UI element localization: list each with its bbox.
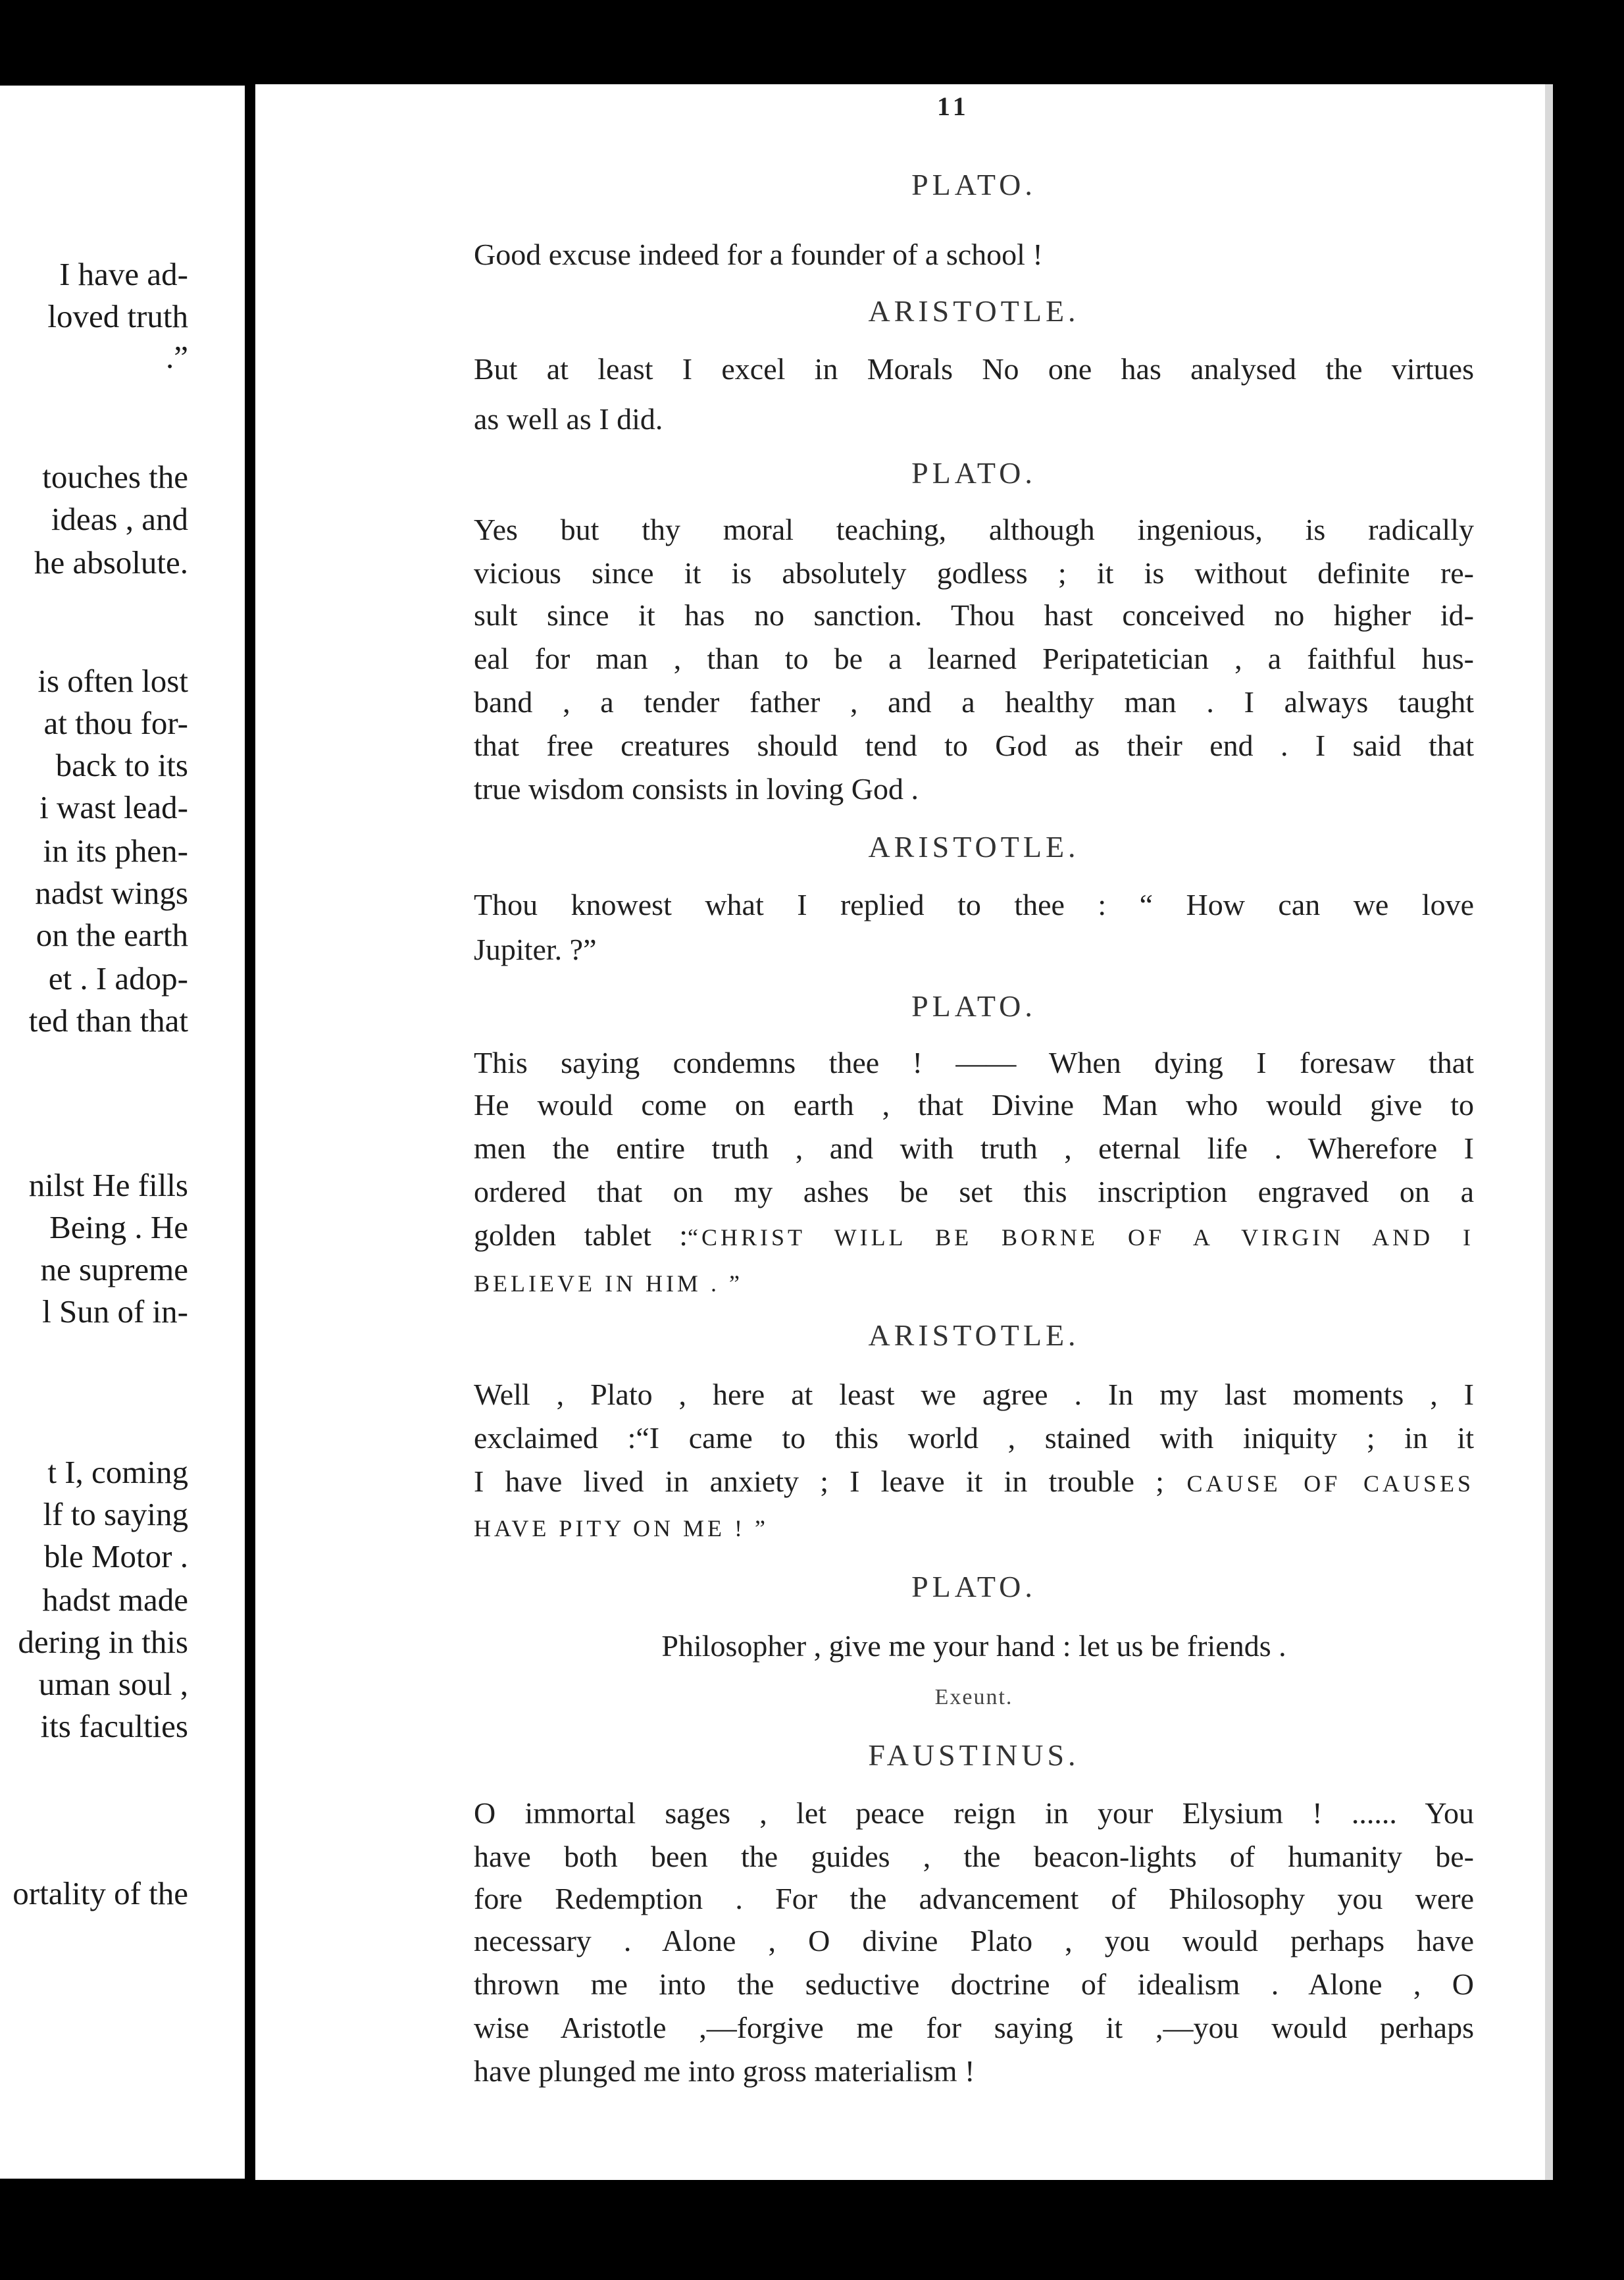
left-page-line: .” xyxy=(166,339,188,375)
stage-direction: Exeunt. xyxy=(934,1685,1013,1709)
text-line: eal for man , than to be a learned Peripatetician , a faithful hus- xyxy=(474,642,1474,675)
left-page-line: nilst He fills xyxy=(28,1167,188,1203)
text-line: HAVE PITY ON ME ! ” xyxy=(474,1515,769,1542)
left-page-line: is often lost xyxy=(38,663,188,699)
left-page-line: dering in this xyxy=(18,1624,188,1660)
text-line: But at least I excel in Morals No one has analysed the virtues xyxy=(474,352,1474,386)
left-page-line: ideas , and xyxy=(51,501,188,537)
left-page-line: at thou for- xyxy=(43,705,188,741)
text-line: Yes but thy moral teaching, although ingenious, is radically xyxy=(474,513,1474,546)
speaker-heading: FAUSTINUS. xyxy=(868,1738,1080,1772)
left-page-line: et . I adop- xyxy=(48,960,188,997)
speaker-heading: PLATO. xyxy=(911,456,1036,490)
text-line: thrown me into the seductive doctrine of idealism . Alone , O xyxy=(474,1967,1474,2001)
page-edge xyxy=(1545,84,1553,2180)
text-line: necessary . Alone , O divine Plato , you would perhaps have xyxy=(474,1924,1474,1957)
left-page-line: touches the xyxy=(42,459,188,495)
page-number: 11 xyxy=(937,91,970,121)
text-line: true wisdom consists in loving God . xyxy=(474,772,919,806)
speaker-heading: PLATO. xyxy=(911,1570,1036,1603)
left-page-line: I have ad- xyxy=(59,256,188,292)
text-line: Jupiter. ?” xyxy=(474,933,597,966)
text-line: Good excuse indeed for a founder of a school ! xyxy=(474,238,1043,271)
text-line: BELIEVE IN HIM . ” xyxy=(474,1270,743,1297)
text-line: fore Redemption . For the advancement of Philosophy you were xyxy=(474,1882,1474,1915)
text-line: golden tablet :“CHRIST WILL BE BORNE OF A VIRGIN AND I xyxy=(474,1218,1474,1252)
left-page-line: in its phen- xyxy=(43,833,188,869)
left-page-line: its faculties xyxy=(40,1708,188,1744)
text-line: exclaimed :“I came to this world , stained with iniquity ; in it xyxy=(474,1421,1474,1455)
book-gutter xyxy=(245,86,255,2179)
text-line: men the entire truth , and with truth , eternal life . Wherefore I xyxy=(474,1131,1474,1165)
left-page-line: on the earth xyxy=(36,917,188,953)
left-page-line: i wast lead- xyxy=(39,789,188,825)
text-line: wise Aristotle ,—forgive me for saying it ,—you would perhaps xyxy=(474,2011,1474,2044)
text-line: vicious since it is absolutely godless ; it is without definite re- xyxy=(474,556,1474,590)
speaker-heading: ARISTOTLE. xyxy=(868,1318,1080,1352)
speaker-heading: PLATO. xyxy=(911,168,1036,201)
left-page-line: back to its xyxy=(55,747,188,783)
text-line: sult since it has no sanction. Thou hast conceived no higher id- xyxy=(474,598,1474,632)
left-page-line: hadst made xyxy=(42,1582,188,1618)
left-page-line: ted than that xyxy=(28,1002,188,1039)
left-page-line: lf to saying xyxy=(43,1496,188,1532)
speaker-heading: ARISTOTLE. xyxy=(868,830,1080,864)
left-page-line: he absolute. xyxy=(34,544,188,581)
left-page-line: uman soul , xyxy=(38,1666,188,1702)
left-page-line: ortality of the xyxy=(13,1875,188,1911)
text-line: Philosopher , give me your hand : let us be friends . xyxy=(661,1629,1286,1663)
text-line: ordered that on my ashes be set this inscription engraved on a xyxy=(474,1175,1474,1208)
text-line: O immortal sages , let peace reign in your Elysium ! ...... You xyxy=(474,1796,1474,1830)
left-page-line: ble Motor . xyxy=(43,1538,188,1574)
left-page-line: nadst wings xyxy=(35,875,188,911)
text-line: have plunged me into gross materialism ! xyxy=(474,2054,975,2088)
text-line: Thou knowest what I replied to thee : “ How can we love xyxy=(474,888,1474,921)
text-line: as well as I did. xyxy=(474,402,663,436)
text-line: band , a tender father , and a healthy man . I always taught xyxy=(474,685,1474,719)
text-line: I have lived in anxiety ; I leave it in trouble ; CAUSE OF CAUSES xyxy=(474,1464,1474,1498)
text-line: have both been the guides , the beacon-lights of humanity be- xyxy=(474,1840,1474,1873)
speaker-heading: ARISTOTLE. xyxy=(868,294,1080,328)
speaker-heading: PLATO. xyxy=(911,989,1036,1023)
left-facing-page xyxy=(0,86,245,2179)
left-page-line: l Sun of in- xyxy=(42,1293,188,1330)
text-line: Well , Plato , here at least we agree . In my last moments , I xyxy=(474,1378,1474,1411)
text-line: He would come on earth , that Divine Man who would give to xyxy=(474,1088,1474,1122)
left-page-line: Being . He xyxy=(49,1209,188,1245)
text-line: This saying condemns thee ! —— When dying I foresaw that xyxy=(474,1046,1474,1079)
left-page-line: t I, coming xyxy=(47,1454,188,1490)
text-line: that free creatures should tend to God as their end . I said that xyxy=(474,729,1474,762)
left-page-line: loved truth xyxy=(47,298,188,334)
left-page-line: ne supreme xyxy=(40,1251,188,1287)
